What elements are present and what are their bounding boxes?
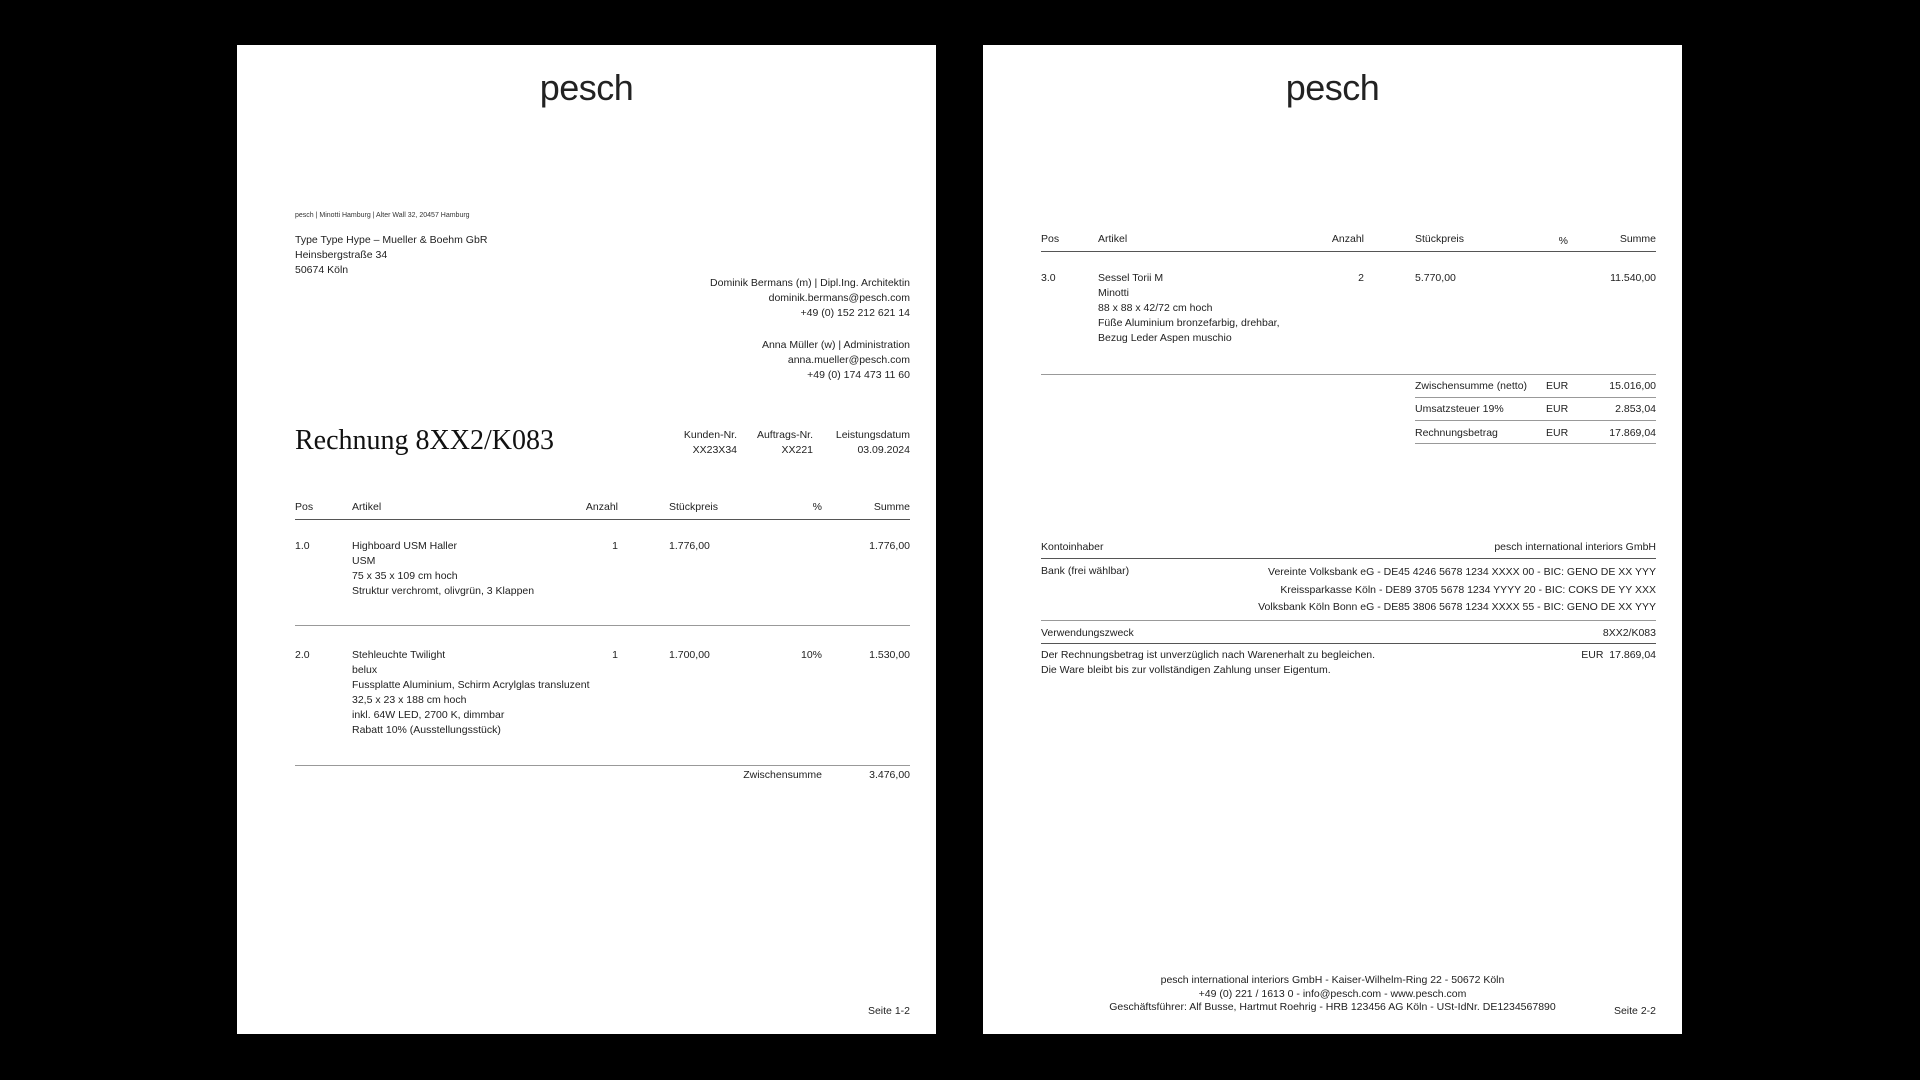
item-description bbox=[1098, 271, 1280, 346]
item-unit-price: 5.770,00 bbox=[1415, 272, 1456, 284]
item-detail: Bezug Leder Aspen muschio bbox=[1098, 332, 1232, 344]
invoice-amount-label: Rechnungsbetrag bbox=[1415, 427, 1498, 439]
totals-divider bbox=[1415, 397, 1656, 398]
notice-amount: EUR 17.869,04 bbox=[1581, 649, 1656, 661]
column-header-stueckpreis: Stückpreis bbox=[1415, 233, 1465, 245]
item-detail: 32,5 x 23 x 188 cm hoch bbox=[352, 694, 467, 706]
total-label: Zwischensumme (netto) bbox=[1415, 380, 1528, 392]
item-total: 11.540,00 bbox=[1610, 272, 1656, 284]
payment-divider bbox=[1041, 558, 1656, 559]
item-detail: Fussplatte Aluminium, Schirm Acrylglas transluzent bbox=[352, 679, 590, 691]
recipient-line: Heinsbergstraße 34 bbox=[295, 249, 388, 261]
column-header-artikel: Artikel bbox=[1098, 233, 1128, 245]
contact-email[interactable]: dominik.bermans@pesch.com bbox=[768, 292, 910, 304]
invoice-page-1 bbox=[237, 45, 936, 1034]
bank-entry: Kreissparkasse Köln - DE89 3705 5678 1234 YYYY 20 - BIC: COKS DE YY XXX bbox=[1280, 583, 1656, 596]
contact-line: Dominik Bermans (m) | Dipl.Ing. Architektin bbox=[710, 277, 910, 289]
item-pos: 1.0 bbox=[295, 540, 310, 552]
invoice-title: Rechnung 8XX2/K083 bbox=[295, 425, 554, 456]
brand-logo: pesch bbox=[1285, 67, 1380, 108]
item-quantity: 2 bbox=[1358, 272, 1364, 284]
meta-value: XX221 bbox=[781, 444, 813, 456]
item-description bbox=[352, 539, 534, 599]
item-pos: 3.0 bbox=[1041, 272, 1056, 284]
bank-label: Bank (frei wählbar) bbox=[1041, 565, 1130, 577]
notice-line: Die Ware bleibt bis zur vollständigen Zahlung unser Eigentum. bbox=[1041, 664, 1331, 676]
account-holder-label: Kontoinhaber bbox=[1041, 541, 1104, 553]
notice-line: Der Rechnungsbetrag ist unverzüglich nach Warenerhalt zu begleichen. bbox=[1041, 649, 1376, 661]
payment-notice bbox=[1041, 648, 1375, 678]
bank-entry: Vereinte Volksbank eG - DE45 4246 5678 1234 XXXX 00 - BIC: GENO DE XX YYY bbox=[1268, 566, 1656, 578]
subtotal-value: 3.476,00 bbox=[869, 769, 910, 781]
item-unit-price: 1.700,00 bbox=[669, 649, 710, 661]
customer-number bbox=[684, 428, 737, 458]
item-name: Sessel Torii M bbox=[1098, 272, 1164, 284]
meta-label: Auftrags-Nr. bbox=[756, 429, 813, 441]
header-divider bbox=[1041, 251, 1656, 252]
row-divider bbox=[295, 765, 910, 766]
item-manufacturer: Minotti bbox=[1098, 287, 1129, 299]
item-unit-price: 1.776,00 bbox=[669, 540, 710, 552]
recipient-address bbox=[295, 233, 487, 278]
item-detail: 88 x 88 x 42/72 cm hoch bbox=[1098, 302, 1213, 314]
item-total: 1.776,00 bbox=[869, 540, 910, 552]
purpose-value: 8XX2/K083 bbox=[1602, 627, 1656, 639]
bank-entry: Volksbank Köln Bonn eG - DE85 3806 5678 1234 XXXX 55 - BIC: GENO DE XX YYY bbox=[1258, 601, 1656, 613]
column-header-prozent: % bbox=[1558, 235, 1568, 247]
total-value: 15.016,00 bbox=[1609, 380, 1656, 392]
footer-line: +49 (0) 221 / 1613 0 - info@pesch.com - www.pesch.com bbox=[1198, 987, 1467, 1000]
item-name: Highboard USM Haller bbox=[352, 540, 458, 552]
contact-person-2 bbox=[762, 338, 910, 383]
column-header-summe: Summe bbox=[1619, 233, 1656, 245]
purpose-label: Verwendungszweck bbox=[1041, 627, 1134, 639]
meta-value: 03.09.2024 bbox=[857, 444, 910, 456]
payment-divider bbox=[1041, 643, 1656, 644]
totals-divider bbox=[1415, 420, 1656, 421]
meta-label: Leistungsdatum bbox=[835, 429, 910, 441]
item-detail: inkl. 64W LED, 2700 K, dimmbar bbox=[352, 709, 505, 721]
recipient-line: 50674 Köln bbox=[295, 264, 349, 276]
item-detail: Füße Aluminium bronzefarbig, drehbar, bbox=[1098, 317, 1280, 329]
item-manufacturer: USM bbox=[352, 555, 376, 567]
footer-line: pesch international interiors GmbH - Kaiser-Wilhelm-Ring 22 - 50672 Köln bbox=[1160, 974, 1505, 986]
account-holder-value: pesch international interiors GmbH bbox=[1494, 541, 1656, 553]
contact-phone: +49 (0) 152 212 621 14 bbox=[800, 307, 910, 319]
item-total: 1.530,00 bbox=[869, 649, 910, 661]
contact-person-1 bbox=[710, 276, 910, 321]
item-pos: 2.0 bbox=[295, 649, 310, 661]
subtotal-label: Zwischensumme bbox=[743, 769, 822, 781]
column-header-summe: Summe bbox=[873, 501, 910, 513]
item-quantity: 1 bbox=[612, 540, 618, 552]
service-date bbox=[836, 428, 910, 458]
tax-currency: EUR bbox=[1546, 403, 1569, 415]
column-header-pos: Pos bbox=[295, 501, 314, 513]
row-divider bbox=[1041, 374, 1656, 375]
tax-label: Umsatzsteuer 19% bbox=[1415, 403, 1504, 415]
column-header-stueckpreis: Stückpreis bbox=[669, 501, 719, 513]
column-header-anzahl: Anzahl bbox=[585, 501, 618, 513]
bank-list bbox=[1258, 564, 1656, 617]
row-divider bbox=[295, 625, 910, 626]
total-currency: EUR bbox=[1546, 380, 1569, 392]
item-name: Stehleuchte Twilight bbox=[352, 649, 446, 661]
invoice-amount-value: 17.869,04 bbox=[1609, 427, 1656, 439]
column-header-pos: Pos bbox=[1041, 233, 1060, 245]
item-manufacturer: belux bbox=[352, 664, 378, 676]
company-footer bbox=[983, 974, 1682, 1015]
item-description bbox=[352, 648, 590, 738]
invoice-page-2 bbox=[983, 45, 1682, 1034]
meta-label: Kunden-Nr. bbox=[683, 429, 737, 441]
header-divider bbox=[295, 519, 910, 520]
meta-value: XX23X34 bbox=[692, 444, 737, 456]
column-header-anzahl: Anzahl bbox=[1331, 233, 1364, 245]
item-discount: 10% bbox=[800, 649, 822, 661]
order-number bbox=[757, 428, 813, 458]
footer-line: Geschäftsführer: Alf Busse, Hartmut Roehrig - HRB 123456 AG Köln - USt-IdNr. DE1234567890 bbox=[1109, 1001, 1556, 1013]
item-detail: Struktur verchromt, olivgrün, 3 Klappen bbox=[352, 585, 535, 597]
payment-divider bbox=[1041, 620, 1656, 621]
invoice-amount-currency: EUR bbox=[1546, 427, 1569, 439]
totals-divider bbox=[1415, 443, 1656, 444]
tax-value: 2.853,04 bbox=[1615, 403, 1656, 415]
brand-logo: pesch bbox=[539, 67, 634, 108]
column-header-prozent: % bbox=[812, 501, 822, 513]
item-detail: Rabatt 10% (Ausstellungsstück) bbox=[352, 724, 501, 736]
item-detail: 75 x 35 x 109 cm hoch bbox=[352, 570, 458, 582]
page-number: Seite 1-2 bbox=[867, 1005, 910, 1017]
recipient-line: Type Type Hype – Mueller & Boehm GbR bbox=[295, 234, 488, 246]
page-number: Seite 2-2 bbox=[1613, 1005, 1656, 1017]
contact-line: Anna Müller (w) | Administration bbox=[761, 339, 910, 351]
contact-email[interactable]: anna.mueller@pesch.com bbox=[787, 354, 910, 366]
sender-line: pesch | Minotti Hamburg | Alter Wall 32, 20457 Hamburg bbox=[295, 212, 470, 219]
contact-phone: +49 (0) 174 473 11 60 bbox=[807, 369, 910, 381]
column-header-artikel: Artikel bbox=[352, 501, 382, 513]
item-quantity: 1 bbox=[612, 649, 618, 661]
